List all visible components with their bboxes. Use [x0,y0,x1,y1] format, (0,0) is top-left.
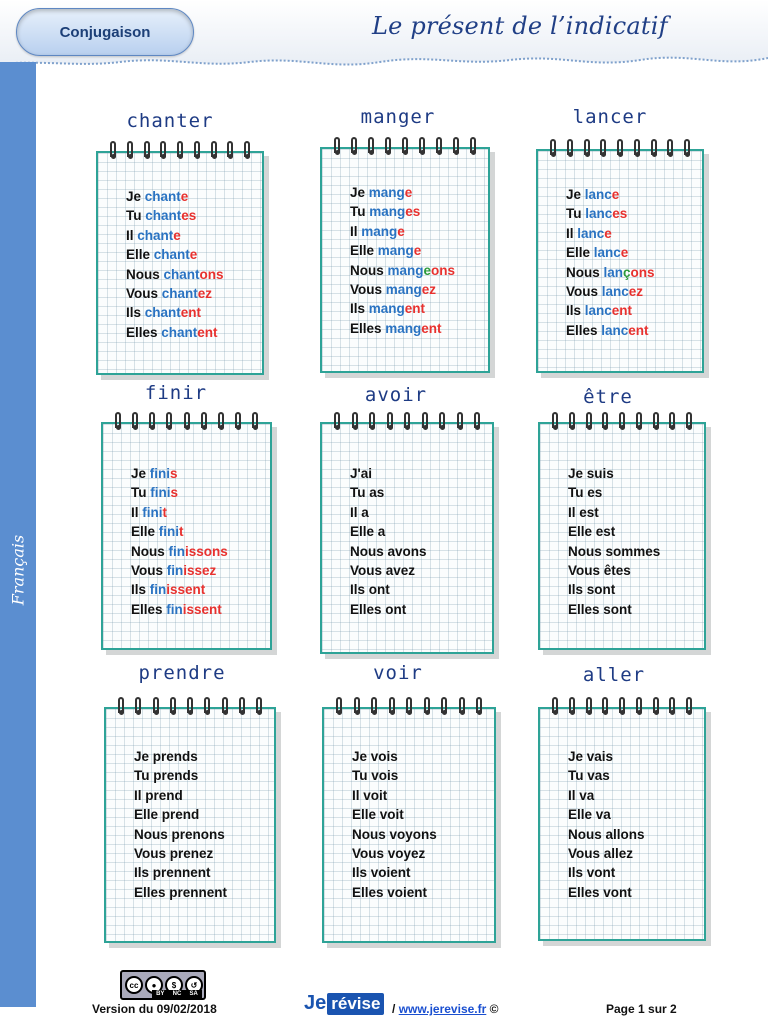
conjugation-line: Il est [568,504,599,520]
spiral-ring-icon [586,412,592,436]
spiral-ring-icon [201,412,207,436]
conjugation-line: Ils mangent [350,301,426,317]
conjugation-list [566,185,655,340]
spiral-ring-icon [184,412,190,436]
conjugation-line: Ils sont [568,582,616,598]
conjugation-line: Tu lances [566,206,628,222]
spiral-ring-icon [218,412,224,436]
spiral-ring-icon [567,139,573,163]
spiral-binding [118,697,262,721]
spiral-ring-icon [144,141,150,165]
spiral-ring-icon [653,412,659,436]
conjugation-list [134,747,227,902]
spiral-ring-icon [149,412,155,436]
spiral-ring-icon [569,412,575,436]
notepad-aller [538,707,706,941]
cc-circle-icon: cc [125,976,143,994]
spiral-binding [552,697,692,721]
spiral-ring-icon [351,137,357,161]
spiral-ring-icon [135,697,141,721]
notepad-lancer [536,149,704,373]
conjugation-line: Il finit [131,504,168,520]
spiral-ring-icon [385,137,391,161]
spiral-ring-icon [110,141,116,165]
spiral-ring-icon [336,697,342,721]
verb-title-aller: aller [582,664,646,686]
spiral-ring-icon [153,697,159,721]
notepad-voir [322,707,496,943]
spiral-ring-icon [352,412,358,436]
spiral-ring-icon [334,412,340,436]
conjugation-line: Elles ont [350,601,407,617]
spiral-ring-icon [636,412,642,436]
conjugation-line: J'ai [350,466,372,481]
spiral-ring-icon [404,412,410,436]
verb-title-prendre: prendre [138,662,226,684]
jerevise-link[interactable]: www.jerevise.fr [398,1002,487,1016]
notepad-prendre [104,707,276,943]
conjugation-line: Vous chantez [126,285,213,301]
conjugation-line: Nous voyons [352,826,437,842]
spiral-ring-icon [334,137,340,161]
conjugation-list [131,464,228,619]
spiral-ring-icon [244,141,250,165]
spiral-ring-icon [402,137,408,161]
spiral-ring-icon [422,412,428,436]
spiral-ring-icon [474,412,480,436]
spiral-ring-icon [441,697,447,721]
conjugation-line: Nous allons [568,826,645,842]
sa-share-alike-icon: ↺ [185,976,203,994]
conjugation-line: Je finis [131,466,178,481]
conjugation-line: Je prends [134,749,198,764]
spiral-ring-icon [256,697,262,721]
spiral-ring-icon [204,697,210,721]
conjugation-line: Elle finit [131,524,184,540]
spiral-ring-icon [684,139,690,163]
spiral-ring-icon [354,697,360,721]
spiral-ring-icon [406,697,412,721]
conjugation-line: Elles chantent [126,324,218,340]
creative-commons-by-nc-sa-icon [120,970,206,1000]
subject-label: Français [8,534,28,606]
conjugation-line: Je lance [566,187,620,202]
page-number: Page 1 sur 2 [606,1002,677,1016]
conjugation-line: Ils prennent [134,865,211,881]
spiral-ring-icon [617,139,623,163]
verb-title-voir: voir [373,662,423,684]
spiral-ring-icon [115,412,121,436]
nc-no-dollar-icon: $ [165,976,183,994]
conjugation-line: Tu manges [350,204,421,220]
conjugation-line: Nous avons [350,543,427,559]
spiral-ring-icon [636,697,642,721]
conjugation-line: Elles mangent [350,320,442,336]
conjugation-line: Il voit [352,787,388,803]
conjugation-list [568,747,645,902]
conjugation-line: Je vais [568,749,614,764]
conjugation-line: Vous mangez [350,281,437,297]
conjugation-list [568,464,660,619]
spiral-ring-icon [550,139,556,163]
spiral-ring-icon [586,697,592,721]
conjugation-line: Je mange [350,185,413,200]
conjugation-list [352,747,437,902]
conjugation-line: Il a [350,504,369,520]
site-credit: / www.jerevise.fr © [392,1002,499,1016]
verb-title-être: être [583,386,633,408]
conjugation-line: Elle voit [352,807,404,823]
conjugation-line: Je suis [568,466,614,481]
spiral-ring-icon [419,137,425,161]
verb-title-chanter: chanter [126,110,214,132]
conjugation-line: Tu es [568,485,603,501]
conjugation-line: Nous chantons [126,266,224,282]
conjugation-line: Vous lancez [566,283,644,299]
conjugation-line: Tu prends [134,768,199,784]
spiral-ring-icon [686,697,692,721]
spiral-ring-icon [252,412,258,436]
spiral-ring-icon [371,697,377,721]
conjugation-line: Ils voient [352,865,411,881]
spiral-ring-icon [453,137,459,161]
conjugation-line: Vous allez [568,845,634,861]
license-labels: BY NC SA [152,990,202,998]
spiral-ring-icon [436,137,442,161]
spiral-binding [334,412,480,436]
conjugation-line: Tu vois [352,768,399,784]
conjugation-line: Nous lançons [566,264,655,280]
conjugation-line: Tu chantes [126,208,197,224]
spiral-ring-icon [127,141,133,165]
spiral-ring-icon [235,412,241,436]
spiral-ring-icon [132,412,138,436]
conjugation-line: Vous avez [350,562,416,578]
conjugation-list [350,464,427,619]
notepad-finir [101,422,272,650]
spiral-ring-icon [222,697,228,721]
spiral-binding [115,412,258,436]
spiral-binding [336,697,482,721]
spiral-binding [110,141,250,165]
spiral-ring-icon [424,697,430,721]
conjugation-line: Ils lancent [566,303,633,319]
conjugation-list [350,183,455,338]
spiral-ring-icon [667,139,673,163]
conjugation-line: Il va [568,787,595,803]
spiral-ring-icon [239,697,245,721]
conjugation-line: Nous finissons [131,543,228,559]
verb-title-manger: manger [360,106,436,128]
spiral-ring-icon [387,412,393,436]
conjugation-line: Il lance [566,225,612,241]
jerevise-logo: Je révise [304,992,384,1015]
spiral-ring-icon [470,137,476,161]
conjugation-line: Elles vont [568,884,632,900]
conjugation-line: Ils vont [568,865,616,881]
notepad-chanter [96,151,264,375]
spiral-binding [550,139,690,163]
spiral-ring-icon [166,412,172,436]
spiral-ring-icon [170,697,176,721]
conjugation-line: Vous prenez [134,845,214,861]
conjugation-line: Elle chante [126,247,198,263]
spiral-binding [552,412,692,436]
conjugation-line: Il chante [126,227,181,243]
spiral-ring-icon [569,697,575,721]
conjugation-line: Elles voient [352,884,428,900]
spiral-ring-icon [669,412,675,436]
spiral-ring-icon [227,141,233,165]
spiral-ring-icon [651,139,657,163]
spiral-ring-icon [211,141,217,165]
spiral-ring-icon [653,697,659,721]
spiral-ring-icon [457,412,463,436]
by-person-icon: ● [145,976,163,994]
notepad-avoir [320,422,494,654]
conjugation-line: Vous finissez [131,562,217,578]
spiral-binding [334,137,476,161]
spiral-ring-icon [187,697,193,721]
conjugation-line: Elle est [568,524,616,540]
conjugation-line: Ils finissent [131,582,206,598]
conjugation-line: Tu finis [131,485,179,501]
spiral-ring-icon [602,412,608,436]
spiral-ring-icon [368,137,374,161]
conjugation-line: Tu vas [568,768,610,784]
spiral-ring-icon [600,139,606,163]
spiral-ring-icon [552,412,558,436]
page-title: Le présent de l’indicatif [372,12,668,40]
spiral-ring-icon [634,139,640,163]
conjugation-line: Elles sont [568,601,632,617]
verb-title-avoir: avoir [364,384,428,406]
notepad-être [538,422,706,650]
spiral-ring-icon [476,697,482,721]
conjugation-line: Elle a [350,524,386,540]
verb-title-finir: finir [144,382,208,404]
conjugation-line: Elle prend [134,807,200,823]
conjugation-line: Vous voyez [352,845,426,861]
spiral-ring-icon [389,697,395,721]
conjugation-line: Elle va [568,807,611,823]
conjugation-line: Elles finissent [131,601,222,617]
conjugation-line: Tu as [350,485,385,501]
verb-title-lancer: lancer [572,106,648,128]
conjugation-line: Ils ont [350,582,390,598]
conjugation-list [126,187,224,342]
notepad-manger [320,147,490,373]
conjugation-line: Elle lance [566,245,629,261]
spiral-ring-icon [439,412,445,436]
spiral-ring-icon [686,412,692,436]
spiral-ring-icon [619,412,625,436]
conjugation-line: Ils chantent [126,305,202,321]
conjugation-line: Vous êtes [568,562,631,578]
conjugation-line: Il prend [134,787,183,803]
spiral-ring-icon [160,141,166,165]
conjugation-line: Elles prennent [134,884,228,900]
conjugation-line: Je chante [126,189,189,204]
conjugation-line: Il mange [350,223,405,239]
conjugation-line: Nous mangeons [350,262,456,278]
conjugation-line: Elle mange [350,243,422,259]
conjugation-line: Elles lancent [566,322,649,338]
spiral-ring-icon [619,697,625,721]
spiral-ring-icon [177,141,183,165]
version-date: Version du 09/02/2018 [92,1002,217,1016]
spiral-ring-icon [369,412,375,436]
conjugation-line: Nous sommes [568,543,661,559]
spiral-ring-icon [459,697,465,721]
spiral-ring-icon [118,697,124,721]
spiral-ring-icon [552,697,558,721]
conjugation-line: Nous prenons [134,826,225,842]
conjugation-line: Je vois [352,749,398,764]
spiral-ring-icon [584,139,590,163]
spiral-ring-icon [602,697,608,721]
spiral-ring-icon [194,141,200,165]
conjugaison-tab[interactable]: Conjugaison [16,8,194,56]
spiral-ring-icon [669,697,675,721]
